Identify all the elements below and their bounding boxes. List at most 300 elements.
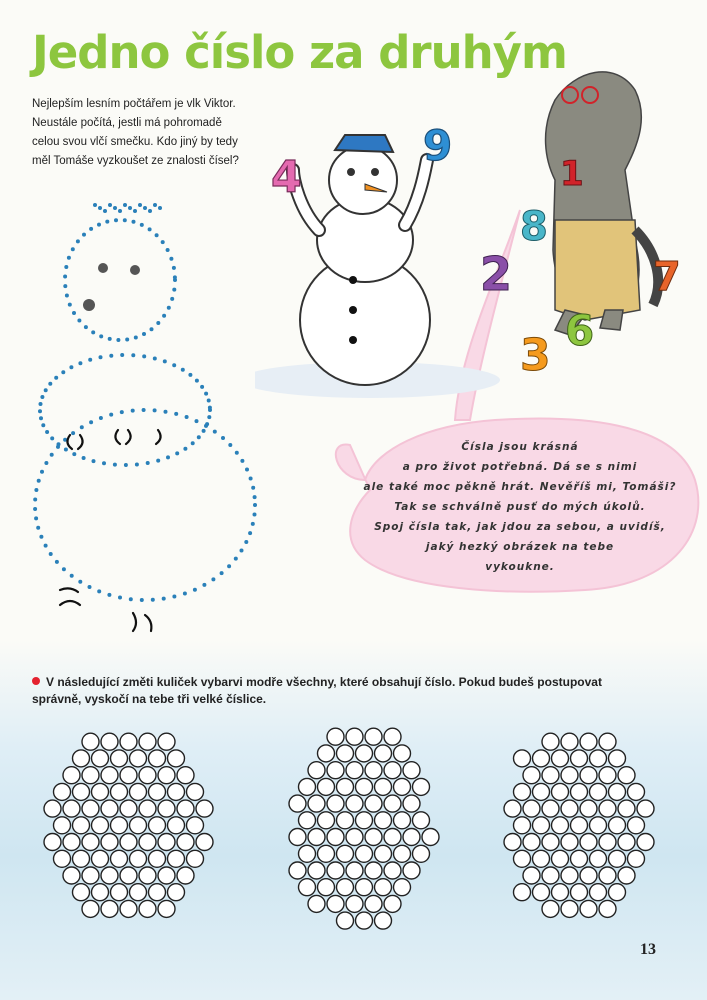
puzzle-dot xyxy=(63,275,67,279)
ball xyxy=(139,800,156,817)
ball xyxy=(590,850,607,867)
ball xyxy=(111,783,128,800)
ball xyxy=(356,879,373,896)
ball xyxy=(318,745,335,762)
puzzle-dot xyxy=(41,423,45,427)
ball xyxy=(318,778,335,795)
puzzle-dot xyxy=(140,223,144,227)
ball xyxy=(63,800,80,817)
ball xyxy=(111,750,128,767)
ball xyxy=(571,884,588,901)
ball xyxy=(580,900,597,917)
puzzle-dot xyxy=(49,552,53,556)
puzzle-dot xyxy=(200,385,204,389)
ball xyxy=(158,800,175,817)
ball xyxy=(308,795,325,812)
ball xyxy=(130,817,147,834)
ball-cluster-3 xyxy=(504,733,654,917)
puzzle-dot xyxy=(76,239,80,243)
puzzle-dot xyxy=(107,593,111,597)
number-9: 9 xyxy=(423,121,453,170)
ball xyxy=(308,762,325,779)
puzzle-dot xyxy=(123,218,127,222)
ball xyxy=(346,895,363,912)
puzzle-dot xyxy=(108,337,112,341)
puzzle-dot xyxy=(153,408,157,412)
ball xyxy=(54,817,71,834)
ball xyxy=(92,884,109,901)
ball xyxy=(609,750,626,767)
puzzle-dot xyxy=(89,420,93,424)
ball xyxy=(44,834,61,851)
ball xyxy=(196,834,213,851)
ball xyxy=(375,912,392,929)
ball xyxy=(542,900,559,917)
ball xyxy=(375,745,392,762)
bubble-line: jaký hezký obrázek na tebe xyxy=(425,541,615,553)
puzzle-dot xyxy=(63,284,67,288)
puzzle-dot xyxy=(70,574,74,578)
task-line-2: správně, vyskočí na tebe tři velké číslice. xyxy=(32,692,267,706)
ball xyxy=(533,817,550,834)
ball xyxy=(63,867,80,884)
ball xyxy=(618,800,635,817)
ball xyxy=(552,750,569,767)
puzzle-dot xyxy=(129,597,133,601)
puzzle-dot xyxy=(245,468,249,472)
ball xyxy=(82,800,99,817)
puzzle-dot xyxy=(202,429,206,433)
ball xyxy=(168,817,185,834)
ball xyxy=(289,795,306,812)
ball xyxy=(187,783,204,800)
ball xyxy=(139,867,156,884)
puzzle-dot xyxy=(55,560,59,564)
ball xyxy=(422,829,439,846)
ball xyxy=(394,745,411,762)
ball xyxy=(599,767,616,784)
ball xyxy=(130,850,147,867)
puzzle-dot xyxy=(197,435,201,439)
ball xyxy=(552,884,569,901)
puzzle-dot xyxy=(54,376,58,380)
number-8: 8 xyxy=(520,204,548,250)
puzzle-dot xyxy=(131,409,135,413)
ball xyxy=(82,834,99,851)
ball xyxy=(413,845,430,862)
ball xyxy=(289,862,306,879)
ball xyxy=(130,750,147,767)
puzzle-dot xyxy=(82,233,86,237)
puzzle-dot xyxy=(37,479,41,483)
ball xyxy=(63,834,80,851)
puzzle-arc xyxy=(133,613,136,631)
puzzle-dot xyxy=(123,203,127,207)
puzzle-dot xyxy=(39,535,43,539)
puzzle-dot xyxy=(120,353,124,357)
ball xyxy=(187,817,204,834)
ball xyxy=(356,778,373,795)
ball xyxy=(356,812,373,829)
ball xyxy=(580,867,597,884)
intro-line: Nejlepším lesním počtářem je vlk Viktor. xyxy=(32,98,236,110)
puzzle-dot xyxy=(195,379,199,383)
ball xyxy=(590,783,607,800)
puzzle-dot xyxy=(156,321,160,325)
puzzle-dot xyxy=(240,549,244,553)
puzzle-dot xyxy=(72,452,76,456)
ball xyxy=(168,884,185,901)
puzzle-dot xyxy=(78,580,82,584)
puzzle-dot xyxy=(125,338,129,342)
ball xyxy=(599,867,616,884)
ball xyxy=(609,884,626,901)
ball xyxy=(365,728,382,745)
puzzle-dot xyxy=(211,577,215,581)
puzzle-dot xyxy=(228,443,232,447)
ball xyxy=(54,783,71,800)
ball xyxy=(92,783,109,800)
ball xyxy=(356,745,373,762)
ball xyxy=(346,829,363,846)
ball xyxy=(120,733,137,750)
puzzle-dot xyxy=(78,361,82,365)
ball-cluster-1 xyxy=(44,733,213,917)
ball xyxy=(375,778,392,795)
puzzle-dot xyxy=(64,448,68,452)
ball xyxy=(149,783,166,800)
puzzle-dot xyxy=(45,430,49,434)
ball xyxy=(111,884,128,901)
ball xyxy=(337,745,354,762)
puzzle-arc xyxy=(60,588,78,592)
ball xyxy=(44,800,61,817)
puzzle-dot xyxy=(161,240,165,244)
puzzle-dot xyxy=(135,463,139,467)
ball xyxy=(101,834,118,851)
bubble-line: Spoj čísla tak, jak jdou za sebou, a uvidíš, xyxy=(374,521,666,533)
ball xyxy=(139,834,156,851)
page-title: Jedno číslo za druhým xyxy=(32,26,567,79)
intro-line: celou svou vlčí smečku. Kdo jiný by tedy xyxy=(32,136,238,148)
ball xyxy=(384,762,401,779)
puzzle-dots xyxy=(33,203,257,602)
puzzle-dot xyxy=(118,596,122,600)
ball xyxy=(571,817,588,834)
puzzle-dot xyxy=(99,416,103,420)
ball xyxy=(327,862,344,879)
ball xyxy=(375,879,392,896)
ball xyxy=(384,895,401,912)
puzzle-dot xyxy=(220,571,224,575)
ball xyxy=(365,795,382,812)
puzzle-dot xyxy=(40,395,44,399)
puzzle-dot xyxy=(109,413,113,417)
number-7: 7 xyxy=(653,254,681,300)
ball xyxy=(149,850,166,867)
number-6: 6 xyxy=(565,306,595,355)
puzzle-dot xyxy=(162,597,166,601)
puzzle-arc xyxy=(67,435,72,449)
puzzle-dot xyxy=(248,531,252,535)
ball xyxy=(571,850,588,867)
wolf xyxy=(546,72,659,335)
ball xyxy=(139,733,156,750)
ball xyxy=(580,733,597,750)
ball xyxy=(542,733,559,750)
puzzle-dot xyxy=(158,206,162,210)
number-1: 1 xyxy=(560,154,584,194)
puzzle-dot xyxy=(162,314,166,318)
ball xyxy=(299,845,316,862)
ball xyxy=(337,812,354,829)
ball xyxy=(120,867,137,884)
number-3: 3 xyxy=(520,330,551,381)
puzzle-dot xyxy=(148,227,152,231)
puzzle-dot xyxy=(183,592,187,596)
puzzle-dot xyxy=(61,370,65,374)
ball xyxy=(533,783,550,800)
ball xyxy=(394,778,411,795)
puzzle-dot xyxy=(142,354,146,358)
puzzle-dot xyxy=(188,373,192,377)
puzzle-dot xyxy=(114,218,118,222)
ball xyxy=(327,895,344,912)
ball xyxy=(346,728,363,745)
puzzle-dot xyxy=(38,409,42,413)
puzzle-dot xyxy=(191,441,195,445)
puzzle-dot xyxy=(221,436,225,440)
puzzle-dot xyxy=(113,463,117,467)
puzzle-dot xyxy=(175,451,179,455)
ball xyxy=(149,750,166,767)
ball xyxy=(504,800,521,817)
ball xyxy=(308,895,325,912)
ball xyxy=(308,829,325,846)
ball xyxy=(299,778,316,795)
puzzle-dot xyxy=(185,415,189,419)
puzzle-dot xyxy=(88,585,92,589)
puzzle-dot xyxy=(97,223,101,227)
puzzle-dot xyxy=(132,220,136,224)
puzzle-dot xyxy=(142,332,146,336)
ball xyxy=(523,867,540,884)
ball xyxy=(337,879,354,896)
ball xyxy=(101,867,118,884)
puzzle-dot xyxy=(166,248,170,252)
ball xyxy=(552,783,569,800)
ball xyxy=(318,879,335,896)
ball xyxy=(375,812,392,829)
puzzle-arc xyxy=(115,430,120,444)
ball-clusters xyxy=(0,715,707,945)
puzzle-dot xyxy=(120,410,124,414)
puzzle-dot xyxy=(91,330,95,334)
ball xyxy=(308,862,325,879)
ball xyxy=(394,879,411,896)
ball xyxy=(73,783,90,800)
ball xyxy=(590,884,607,901)
ball xyxy=(514,850,531,867)
puzzle-dot xyxy=(39,416,43,420)
puzzle-dot xyxy=(65,294,69,298)
puzzle-dot xyxy=(204,392,208,396)
ball xyxy=(73,750,90,767)
intro-text xyxy=(32,95,260,171)
puzzle-dot xyxy=(174,412,178,416)
ball xyxy=(149,884,166,901)
puzzle-dot xyxy=(68,303,72,307)
puzzle-dot xyxy=(77,319,81,323)
ball xyxy=(523,834,540,851)
puzzle-dot xyxy=(234,557,238,561)
ball xyxy=(599,900,616,917)
ball xyxy=(120,767,137,784)
ball xyxy=(514,884,531,901)
ball xyxy=(533,750,550,767)
ball xyxy=(149,817,166,834)
ball xyxy=(318,812,335,829)
puzzle-dot xyxy=(57,442,61,446)
puzzle-dot xyxy=(240,459,244,463)
puzzle-dot xyxy=(148,209,152,213)
puzzle-dot xyxy=(172,363,176,367)
ball xyxy=(327,795,344,812)
ball xyxy=(120,900,137,917)
ball xyxy=(561,867,578,884)
ball xyxy=(196,800,213,817)
puzzle-dot xyxy=(235,451,239,455)
puzzle-dot xyxy=(142,408,146,412)
puzzle-dot xyxy=(93,203,97,207)
ball xyxy=(177,767,194,784)
ball xyxy=(130,884,147,901)
intro-line: Neustále počítá, jestli má pohromadě xyxy=(32,117,222,129)
puzzle-dot xyxy=(84,325,88,329)
ball xyxy=(187,850,204,867)
puzzle-dot xyxy=(118,209,122,213)
ball xyxy=(168,783,185,800)
bubble-line: Tak se schválně pusť do mých úkolů. xyxy=(394,501,646,513)
ball xyxy=(552,817,569,834)
puzzle-dot xyxy=(164,410,168,414)
speech-bubble-text xyxy=(355,437,685,577)
ball xyxy=(365,862,382,879)
ball xyxy=(299,812,316,829)
puzzle-dot xyxy=(205,422,209,426)
ball xyxy=(111,817,128,834)
puzzle-dot xyxy=(213,430,217,434)
puzzle-dot xyxy=(50,436,54,440)
puzzle-stones xyxy=(83,263,140,311)
puzzle-dot xyxy=(44,544,48,548)
puzzle-dot xyxy=(244,540,248,544)
ball xyxy=(628,783,645,800)
puzzle-dot xyxy=(172,288,176,292)
ball xyxy=(533,850,550,867)
ball xyxy=(337,845,354,862)
ball xyxy=(120,800,137,817)
puzzle-dot xyxy=(89,227,93,231)
eye-stone xyxy=(98,263,108,273)
puzzle-dot xyxy=(195,419,199,423)
ball xyxy=(514,750,531,767)
puzzle-dot xyxy=(39,402,43,406)
puzzle-arc xyxy=(78,435,83,449)
ball xyxy=(130,783,147,800)
ball xyxy=(158,834,175,851)
ball xyxy=(318,845,335,862)
bubble-line: ale také moc pěkně hrát. Nevěříš mi, Tomáši? xyxy=(363,481,677,493)
ball xyxy=(168,750,185,767)
puzzle-dot xyxy=(88,358,92,362)
puzzle-dot xyxy=(208,406,212,410)
ball xyxy=(327,728,344,745)
puzzle-dot xyxy=(44,461,48,465)
puzzle-dot xyxy=(150,327,154,331)
puzzle-dot xyxy=(133,209,137,213)
puzzle-dot xyxy=(62,567,66,571)
puzzle-dot xyxy=(92,459,96,463)
ball xyxy=(177,800,194,817)
puzzle-dot xyxy=(109,354,113,358)
ball xyxy=(177,867,194,884)
puzzle-dot xyxy=(172,595,176,599)
puzzle-dot xyxy=(99,355,103,359)
puzzle-dot xyxy=(124,463,128,467)
ball xyxy=(403,795,420,812)
ball xyxy=(158,767,175,784)
puzzle-arc xyxy=(60,601,80,605)
ball xyxy=(571,750,588,767)
ball xyxy=(177,834,194,851)
ball xyxy=(552,850,569,867)
puzzle-dot xyxy=(146,461,150,465)
puzzle-dot xyxy=(173,275,177,279)
ball xyxy=(542,800,559,817)
ball xyxy=(158,900,175,917)
ball xyxy=(384,795,401,812)
snowman xyxy=(293,135,430,385)
puzzle-dot xyxy=(99,334,103,338)
puzzle-dot xyxy=(227,564,231,568)
puzzle-dot xyxy=(108,203,112,207)
ball xyxy=(384,829,401,846)
bubble-line: Čísla jsou krásná xyxy=(461,441,579,453)
puzzle-dot xyxy=(138,203,142,207)
ball xyxy=(542,867,559,884)
ball xyxy=(82,900,99,917)
puzzle-dot xyxy=(169,257,173,261)
ball xyxy=(599,834,616,851)
ball xyxy=(327,762,344,779)
ball xyxy=(618,834,635,851)
ball xyxy=(580,767,597,784)
ball xyxy=(561,733,578,750)
bullet-icon xyxy=(32,677,40,685)
ball xyxy=(54,850,71,867)
ball xyxy=(375,845,392,862)
ball xyxy=(299,879,316,896)
ball xyxy=(92,817,109,834)
puzzle-dot xyxy=(67,256,71,260)
puzzle-dot xyxy=(64,265,68,269)
task-line-1: V následující změti kuliček vybarvi modře všechny, které obsahují číslo. Pokud budeš postupovat xyxy=(46,675,602,689)
puzzle-dot xyxy=(71,431,75,435)
puzzle-dot xyxy=(183,447,187,451)
ball xyxy=(346,795,363,812)
puzzle-dot xyxy=(113,206,117,210)
